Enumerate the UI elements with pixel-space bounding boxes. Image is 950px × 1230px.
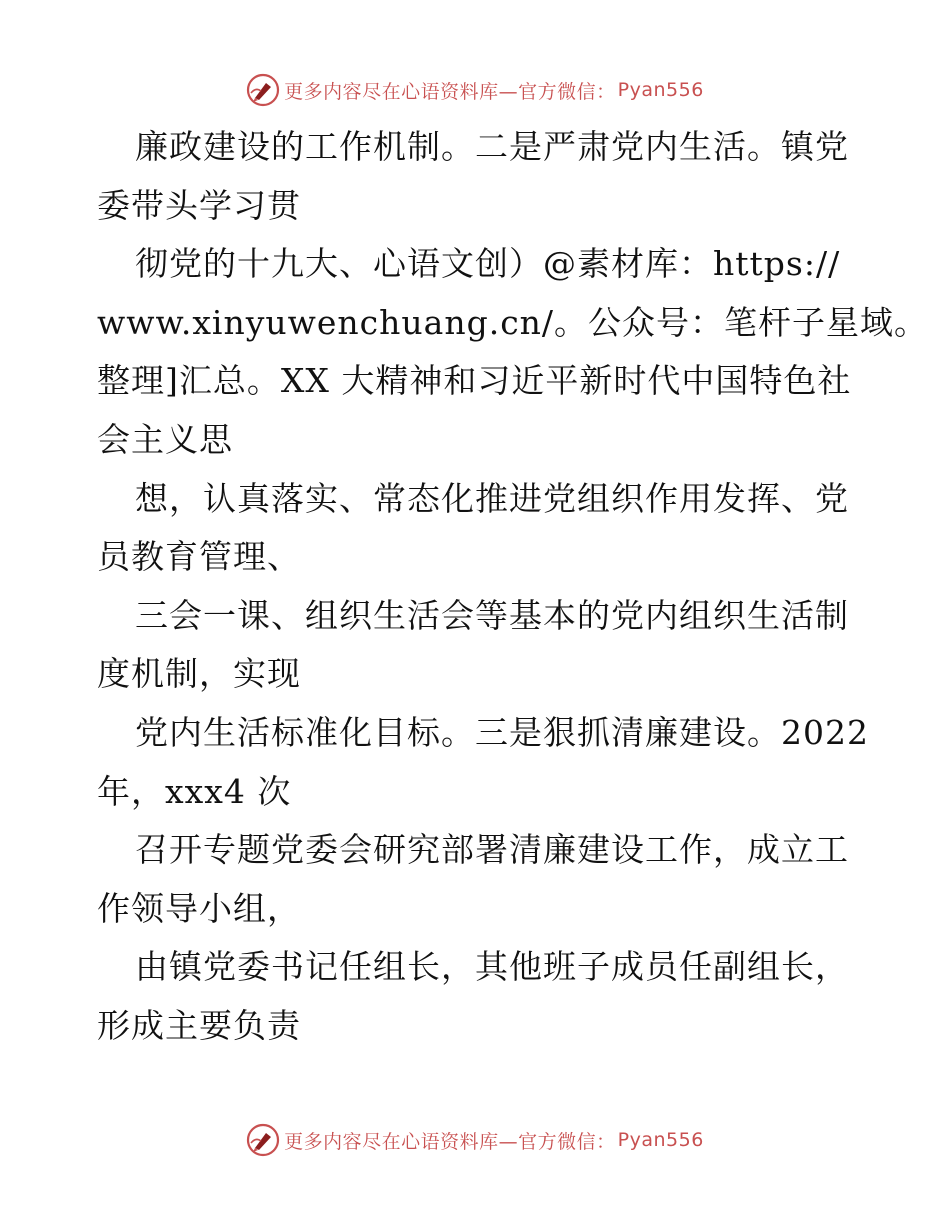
text-line: 廉政建设的工作机制。二是严肃党内生活。镇党	[135, 127, 849, 166]
text-line: 整理]汇总。XX 大精神和习近平新时代中国特色社	[97, 361, 852, 401]
text-line: 形成主要负责	[97, 1005, 301, 1045]
header-banner-text: 更多内容尽在心语资料库—官方微信：	[284, 80, 616, 103]
text-line: 委带头学习贯	[97, 185, 301, 225]
footer-banner	[0, 1120, 950, 1160]
document-body	[97, 118, 929, 1056]
footer-banner-handle: Pyan556	[617, 1129, 704, 1151]
text-line: 彻党的十九大、心语文创）@素材库：https://	[135, 244, 841, 284]
text-line: 员教育管理、	[97, 537, 301, 577]
header-banner	[0, 70, 950, 110]
text-line: 召开专题党委会研究部署清廉建设工作，成立工	[135, 830, 849, 870]
pen-nib-logo-icon	[246, 73, 280, 107]
text-line: 想，认真落实、常态化推进党组织作用发挥、党	[135, 478, 849, 518]
text-line: 年，xxx4 次	[97, 771, 292, 811]
text-line: 会主义思	[97, 419, 233, 459]
pen-nib-logo-icon	[246, 1123, 280, 1157]
header-banner-handle: Pyan556	[617, 79, 704, 101]
text-line: 作领导小组，	[97, 888, 301, 928]
footer-banner-text: 更多内容尽在心语资料库—官方微信：	[284, 1130, 616, 1153]
text-line: 党内生活标准化目标。三是狠抓清廉建设。2022	[135, 712, 869, 752]
text-line: 由镇党委书记任组长，其他班子成员任副组长，	[135, 947, 849, 987]
text-line: 三会一课、组织生活会等基本的党内组织生活制	[135, 595, 849, 635]
text-line: www.xinyuwenchuang.cn/。公众号：笔杆子星域。	[97, 302, 929, 342]
text-line: 度机制，实现	[97, 654, 301, 694]
